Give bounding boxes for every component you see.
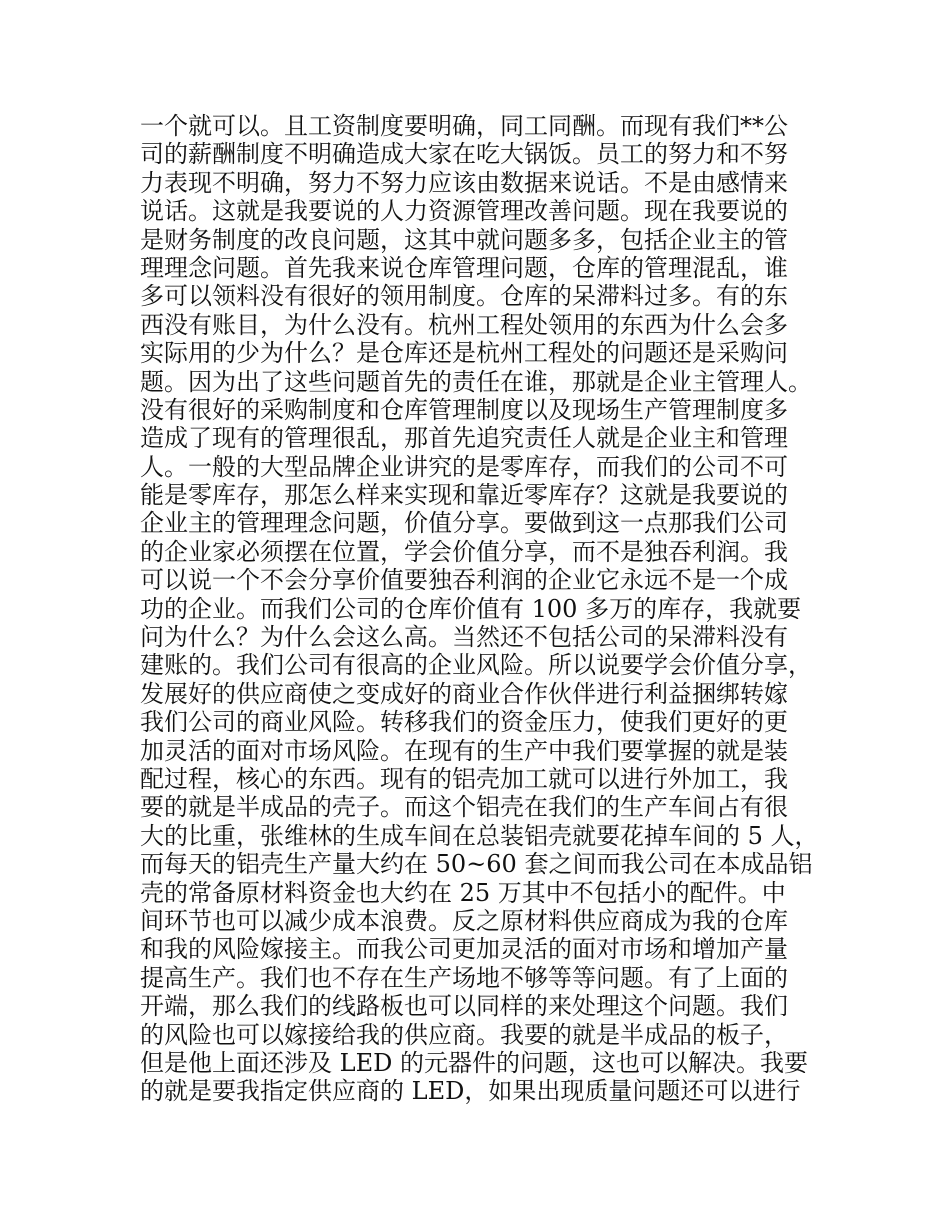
text-line: 但是他上面还涉及 LED 的元器件的问题，这也可以解决。我要 <box>140 1048 808 1077</box>
text-line: 的风险也可以嫁接给我的供应商。我要的就是半成品的板子， <box>140 1020 788 1049</box>
text-line: 能是零库存，那怎么样来实现和靠近零库存？这就是我要说的 <box>140 481 788 510</box>
text-line: 理理念问题。首先我来说仓库管理问题，仓库的管理混乱，谁 <box>140 253 788 282</box>
text-line: 我们公司的商业风险。转移我们的资金压力，使我们更好的更 <box>140 708 788 737</box>
text-line: 功的企业。而我们公司的仓库价值有 100 多万的库存，我就要 <box>140 594 802 623</box>
text-line: 的就是要我指定供应商的 LED，如果出现质量问题还可以进行 <box>140 1077 801 1106</box>
text-line: 题。因为出了这些问题首先的责任在谁，那就是企业主管理人。 <box>140 367 812 396</box>
text-line: 和我的风险嫁接主。而我公司更加灵活的面对市场和增加产量 <box>140 935 788 964</box>
text-line: 可以说一个不会分享价值要独吞利润的企业它永远不是一个成 <box>140 566 788 595</box>
text-line: 的企业家必须摆在位置，学会价值分享，而不是独吞利润。我 <box>140 537 788 566</box>
text-line: 说话。这就是我要说的人力资源管理改善问题。现在我要说的 <box>140 197 788 226</box>
text-line: 大的比重，张维林的生成车间在总装铝壳就要花掉车间的 5 人， <box>140 821 819 850</box>
text-line: 多可以领料没有很好的领用制度。仓库的呆滞料过多。有的东 <box>140 282 788 311</box>
text-line: 司的薪酬制度不明确造成大家在吃大锅饭。员工的努力和不努 <box>140 140 788 169</box>
text-line: 力表现不明确，努力不努力应该由数据来说话。不是由感情来 <box>140 168 788 197</box>
body-text <box>140 112 820 1106</box>
text-line: 而每天的铝壳生产量大约在 50~60 套之间而我公司在本成品铝 <box>140 850 813 879</box>
text-line: 问为什么？为什么会这么高。当然还不包括公司的呆滞料没有 <box>140 623 788 652</box>
text-line: 一个就可以。且工资制度要明确，同工同酬。而现有我们**公 <box>140 112 788 140</box>
text-line: 没有很好的采购制度和仓库管理制度以及现场生产管理制度多 <box>140 395 788 424</box>
text-line: 西没有账目，为什么没有。杭州工程处领用的东西为什么会多 <box>140 310 788 339</box>
text-line: 人。一般的大型品牌企业讲究的是零库存，而我们的公司不可 <box>140 452 788 481</box>
text-line: 是财务制度的改良问题，这其中就问题多多，包括企业主的管 <box>140 225 788 254</box>
text-line: 间环节也可以减少成本浪费。反之原材料供应商成为我的仓库 <box>140 906 788 935</box>
text-line: 开端，那么我们的线路板也可以同样的来处理这个问题。我们 <box>140 992 788 1021</box>
text-line: 建账的。我们公司有很高的企业风险。所以说要学会价值分享， <box>140 651 812 680</box>
text-line: 提高生产。我们也不存在生产场地不够等等问题。有了上面的 <box>140 963 788 992</box>
text-line: 配过程，核心的东西。现有的铝壳加工就可以进行外加工，我 <box>140 764 788 793</box>
text-line: 实际用的少为什么？是仓库还是杭州工程处的问题还是采购问 <box>140 339 788 368</box>
text-line: 造成了现有的管理很乱，那首先追究责任人就是企业主和管理 <box>140 424 788 453</box>
text-line: 企业主的管理理念问题，价值分享。要做到这一点那我们公司 <box>140 509 788 538</box>
text-line: 壳的常备原材料资金也大约在 25 万其中不包括小的配件。中 <box>140 878 786 907</box>
text-line: 要的就是半成品的壳子。而这个铝壳在我们的生产车间占有很 <box>140 793 788 822</box>
text-line: 加灵活的面对市场风险。在现有的生产中我们要掌握的就是装 <box>140 736 788 765</box>
text-line: 发展好的供应商使之变成好的商业合作伙伴进行利益捆绑转嫁 <box>140 679 788 708</box>
